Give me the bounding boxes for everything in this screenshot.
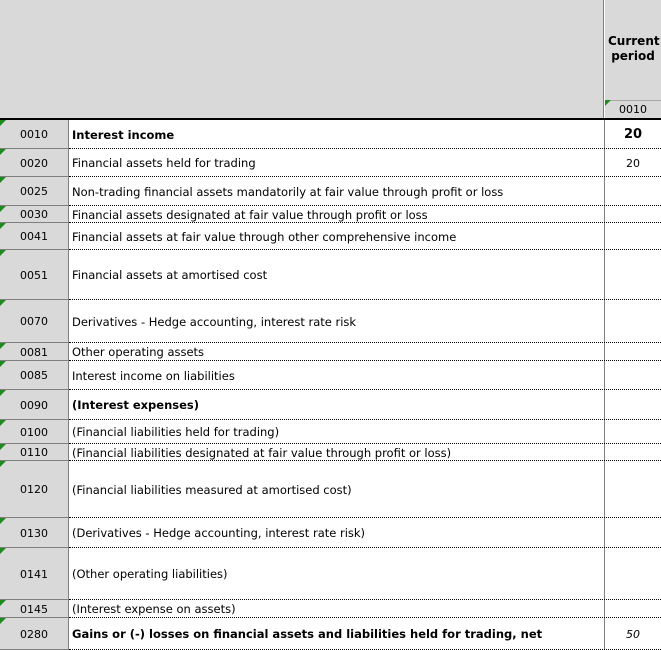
comment-marker-icon [0,361,6,367]
comment-marker-icon [0,223,6,229]
value-cell[interactable] [605,177,661,206]
value-cell[interactable]: 20 [626,156,640,170]
table-row [0,361,661,390]
row-label: Financial assets designated at fair value through profit or loss [69,206,605,223]
row-label: Interest income [69,120,605,149]
comment-marker-icon [0,250,6,256]
value-cell[interactable] [605,390,661,420]
comment-marker-icon [0,120,6,126]
table-row [0,206,661,223]
row-code: 0090 [0,390,69,420]
comment-marker-icon [0,600,6,606]
row-label: Gains or (-) losses on financial assets and liabilities held for trading, net [69,618,605,650]
comment-marker-icon [0,390,6,396]
row-label: Derivatives - Hedge accounting, interest rate risk [69,300,605,343]
table-row [0,420,661,444]
row-label: Interest income on liabilities [69,361,605,390]
comment-marker-icon [0,420,6,426]
table-row [0,444,661,461]
comment-marker-icon [605,100,611,106]
value-cell[interactable] [605,361,661,390]
table-row [0,250,661,300]
row-code: 0081 [0,343,69,361]
comment-marker-icon [0,149,6,155]
row-code: 0110 [0,444,69,461]
row-code: 0130 [0,518,69,548]
table-row [0,177,661,206]
value-cell[interactable] [605,223,661,250]
value-cell[interactable] [605,420,661,444]
table-row [0,618,661,650]
comment-marker-icon [0,518,6,524]
comment-marker-icon [0,300,6,306]
row-label: Financial assets held for trading [69,149,605,177]
table-row [0,300,661,343]
table-row [0,390,661,420]
value-cell[interactable]: 50 [626,627,640,641]
row-code: 0145 [0,600,69,618]
value-cell[interactable]: 20 [623,127,643,142]
table-row [0,343,661,361]
row-code: 0141 [0,548,69,600]
row-label: (Financial liabilities held for trading) [69,420,605,444]
row-code: 0085 [0,361,69,390]
column-header-code: 0010 [605,100,661,119]
row-label: (Interest expenses) [69,390,605,420]
row-label: (Other operating liabilities) [69,548,605,600]
row-code: 0010 [0,120,69,149]
row-code: 0070 [0,300,69,343]
row-label: Financial assets at fair value through other comprehensive income [69,223,605,250]
value-cell[interactable] [605,518,661,548]
comment-marker-icon [0,548,6,554]
value-cell[interactable] [605,444,661,461]
table-row [0,548,661,600]
column-header-title [605,0,661,100]
row-code: 0030 [0,206,69,223]
row-label: (Interest expense on assets) [69,600,605,618]
value-cell[interactable] [605,300,661,343]
table-row [0,518,661,548]
table-row [0,223,661,250]
comment-marker-icon [0,461,6,467]
row-label: Other operating assets [69,343,605,361]
table-row [0,461,661,518]
row-code: 0120 [0,461,69,518]
value-cell[interactable] [605,250,661,300]
row-label: Financial assets at amortised cost [69,250,605,300]
comment-marker-icon [0,618,6,624]
table-row [0,120,661,149]
comment-marker-icon [0,343,6,349]
value-cell[interactable] [605,548,661,600]
row-code: 0041 [0,223,69,250]
table-row [0,600,661,618]
row-code: 0025 [0,177,69,206]
header-row-labels [0,0,604,119]
row-label: (Financial liabilities measured at amortised cost) [69,461,605,518]
table-row [0,149,661,177]
row-label: (Financial liabilities designated at fair value through profit or loss) [69,444,605,461]
row-label: (Derivatives - Hedge accounting, interest rate risk) [69,518,605,548]
row-code: 0020 [0,149,69,177]
row-code: 0280 [0,618,69,650]
value-cell[interactable] [605,600,661,618]
row-code: 0051 [0,250,69,300]
column-title-text: Current period [608,34,660,63]
comment-marker-icon [0,177,6,183]
comment-marker-icon [0,206,6,212]
value-cell[interactable] [605,206,661,223]
row-code: 0100 [0,420,69,444]
value-cell[interactable] [605,461,661,518]
comment-marker-icon [0,444,6,450]
row-label: Non-trading financial assets mandatorily at fair value through profit or loss [69,177,605,206]
value-cell[interactable] [605,343,661,361]
